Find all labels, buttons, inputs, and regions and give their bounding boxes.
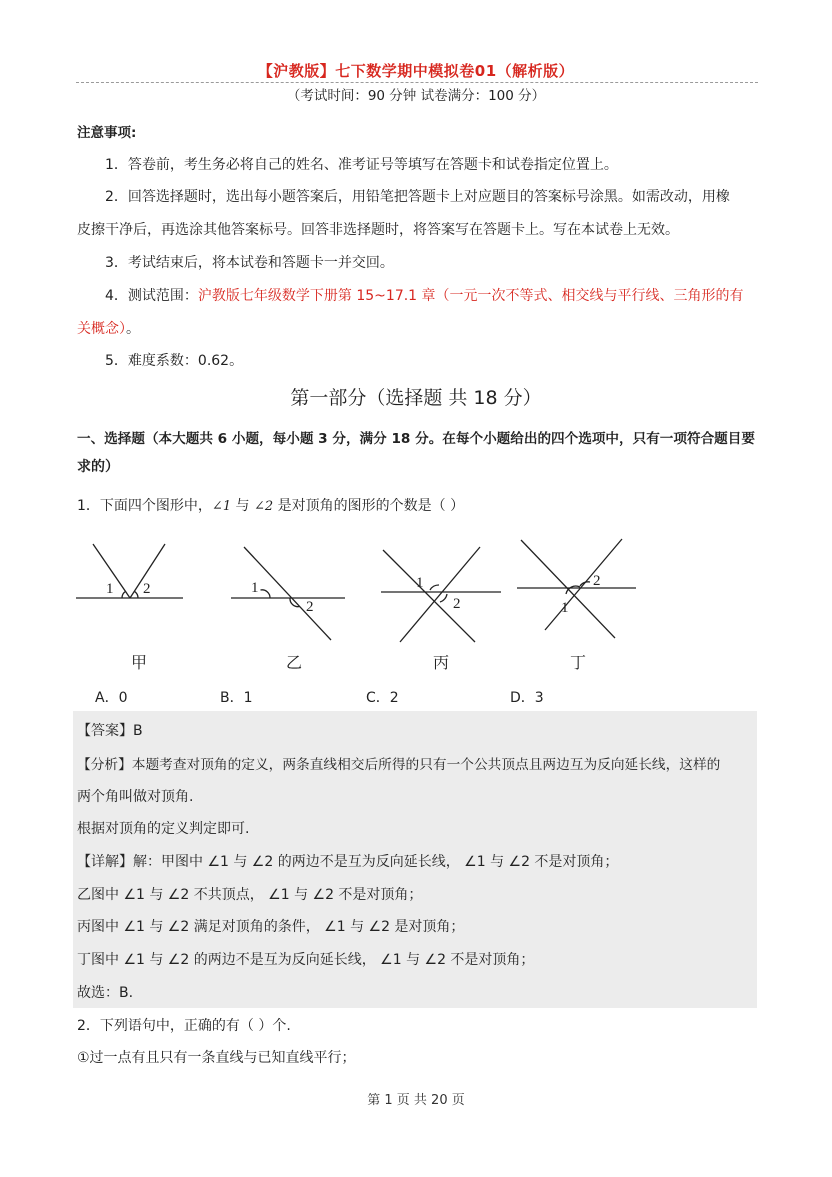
yi-arc-1	[261, 590, 271, 598]
detail-line-4: 丁图中 ∠1 与 ∠2 的两边不是互为反向延长线， ∠1 与 ∠2 不是对顶角；	[77, 952, 535, 968]
bing-arc-1	[430, 585, 439, 590]
test-scope-text: 沪教版七年级数学下册第 15~17.1 章（一元一次不等式、相交线与平行线、三角形的有	[197, 288, 744, 304]
note-item-2-line-2: 皮擦干净后，再选涂其他答案标号。回答非选择题时，将答案写在答题卡上。写在本试卷上无效。	[77, 222, 679, 238]
figure-ding	[517, 539, 636, 638]
section-heading-line-1: 一、选择题（本大题共 6 小题，每小题 3 分，满分 18 分。在每个小题给出的四个选项中，只有一项符合题目要	[77, 431, 755, 447]
note-item-5: 5．难度系数：0.62。	[105, 353, 244, 369]
note-item-4-suffix: 。	[126, 321, 140, 337]
note-item-2-line-1: 2．回答选择题时，选出每小题答案后，用铅笔把答题卡上对应题目的答案标号涂黑。如需改动，用橡	[105, 189, 730, 205]
question-1-figures	[0, 530, 832, 680]
document-title: 【沪教版】七下数学期中模拟卷01（解析版）	[257, 62, 575, 80]
figure-yi	[231, 547, 345, 640]
figure-bing	[381, 547, 501, 642]
header-divider	[76, 82, 758, 83]
detail-line-5: 故选：B.	[77, 985, 134, 1001]
answer-line: 【答案】B	[77, 723, 143, 739]
figure-label-yi: 乙	[286, 655, 303, 672]
analysis-line-3: 根据对顶角的定义判定即可.	[77, 821, 250, 837]
yi-mark-2: 2	[306, 599, 314, 615]
q1-and: 与	[231, 498, 254, 514]
figure-label-jia: 甲	[131, 655, 148, 672]
q1-stem-end: 是对顶角的图形的个数是（ ）	[273, 498, 465, 514]
bing-mark-1: 1	[416, 575, 424, 591]
bing-mark-2: 2	[453, 596, 461, 612]
bing-line-2	[400, 547, 480, 642]
option-a: A．0	[95, 690, 128, 706]
analysis-line-1: 【分析】本题考查对顶角的定义，两条直线相交后所得的只有一个公共顶点且两边互为反向延长线，这样的	[77, 757, 721, 773]
ding-mark-2: 2	[593, 573, 601, 589]
analysis-line-2: 两个角叫做对顶角.	[77, 789, 194, 805]
section-heading-line-2: 求的）	[77, 459, 119, 475]
test-scope-text-cont: 关概念）	[77, 321, 126, 337]
jia-arc-1	[122, 591, 126, 598]
jia-mark-1: 1	[106, 581, 114, 597]
exam-info: （考试时间：90 分钟 试卷满分：100 分）	[286, 88, 546, 104]
yi-mark-1: 1	[251, 580, 259, 596]
question-1-stem	[77, 495, 464, 515]
ding-line-2	[545, 539, 622, 630]
section-heading	[77, 425, 767, 481]
bing-arc-2	[440, 594, 447, 602]
question-2-item-1: ①过一点有且只有一条直线与已知直线平行；	[77, 1050, 356, 1066]
note-item-4-line-2	[77, 318, 140, 338]
figure-jia	[76, 544, 183, 598]
ding-arc-2	[580, 582, 590, 586]
figure-label-bing: 丙	[433, 655, 450, 672]
figure-label-ding: 丁	[570, 655, 587, 672]
ding-arc-1	[566, 586, 580, 594]
page-number: 第 1 页 共 20 页	[367, 1093, 465, 1108]
detail-line-2: 乙图中 ∠1 与 ∠2 不共顶点， ∠1 与 ∠2 不是对顶角；	[77, 887, 423, 903]
option-b: B．1	[220, 690, 253, 706]
detail-line-3: 丙图中 ∠1 与 ∠2 满足对顶角的条件， ∠1 与 ∠2 是对顶角；	[77, 919, 465, 935]
option-c: C．2	[366, 690, 399, 706]
q1-stem-start: 1．下面四个图形中，	[77, 498, 212, 514]
bing-line-1	[383, 550, 475, 642]
question-2-stem: 2．下列语句中，正确的有（ ）个.	[77, 1018, 291, 1034]
option-d: D．3	[510, 690, 544, 706]
jia-mark-2: 2	[143, 581, 151, 597]
note-item-1: 1．答卷前，考生务必将自己的姓名、准考证号等填写在答题卡和试卷指定位置上。	[105, 157, 618, 173]
ding-mark-1: 1	[561, 600, 569, 616]
note-item-3: 3．考试结束后，将本试卷和答题卡一并交回。	[105, 255, 394, 271]
jia-arc-2	[134, 591, 138, 598]
part-heading: 第一部分（选择题 共 18 分）	[290, 387, 542, 409]
note-item-4-line-1	[105, 285, 744, 305]
notes-heading: 注意事项:	[77, 125, 137, 141]
angle-1-symbol: ∠1	[211, 499, 232, 514]
note-item-4-prefix: 4．测试范围：	[105, 288, 198, 304]
angle-2-symbol: ∠2	[254, 499, 274, 514]
detail-line-1: 【详解】解：甲图中 ∠1 与 ∠2 的两边不是互为反向延长线， ∠1 与 ∠2 不是对顶角；	[77, 854, 619, 870]
